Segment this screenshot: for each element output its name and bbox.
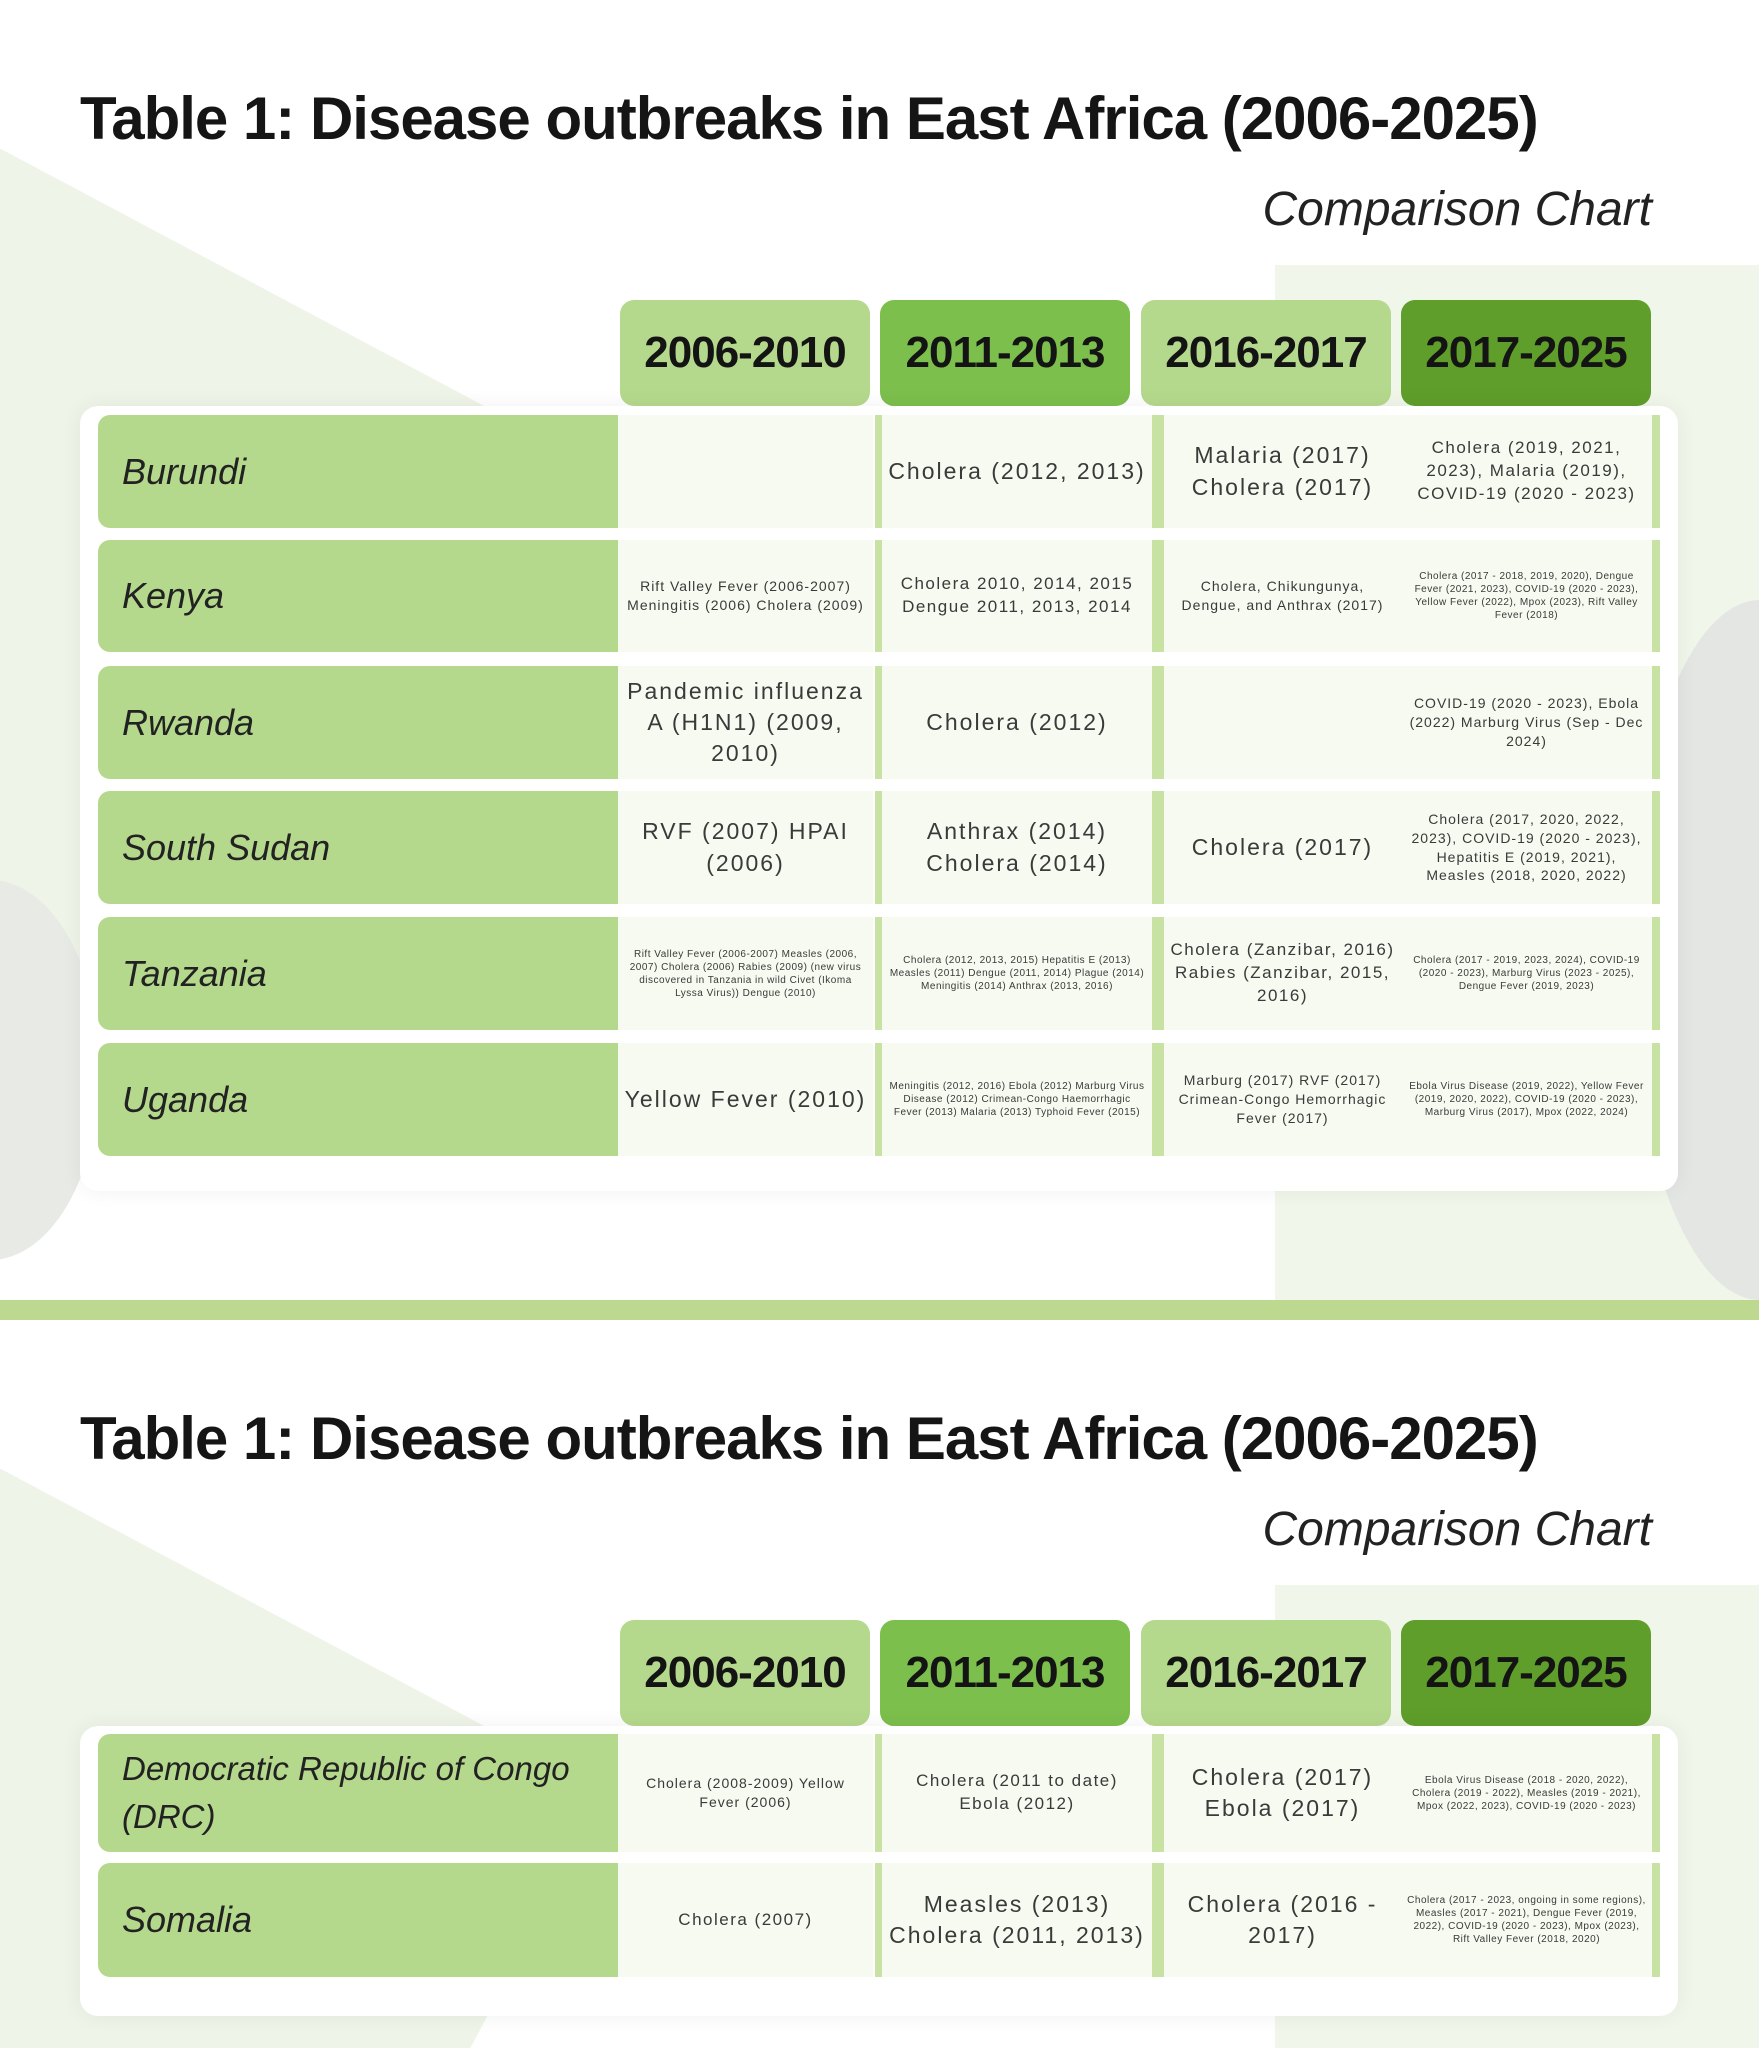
table-row: [98, 791, 1660, 904]
table-cell: Pandemic influenza A (H1N1) (2009, 2010): [618, 666, 873, 779]
table-cell: Anthrax (2014) Cholera (2014): [875, 791, 1152, 904]
table-cell: Malaria (2017) Cholera (2017): [1152, 415, 1401, 528]
table-cell: Cholera (2016 - 2017): [1152, 1863, 1401, 1977]
table-body: [80, 406, 1678, 1191]
column-header: 2006-2010: [620, 1620, 870, 1726]
table-cell: Cholera (2017 - 2023, ongoing in some regions), Measles (2017 - 2021), Dengue Fever (2019, 2022), COVID-19 (2020 - 2023), Mpox (2023), Rift Valley Fever (2018, 2020): [1401, 1863, 1660, 1977]
table-cell: Cholera (2008-2009) Yellow Fever (2006): [618, 1734, 873, 1852]
table-cell: Cholera (2017 - 2019, 2023, 2024), COVID-19 (2020 - 2023), Marburg Virus (2023 - 2025), Dengue Fever (2019, 2023): [1401, 917, 1660, 1030]
country-label: Kenya: [98, 540, 618, 652]
table-cell: Cholera (2017) Ebola (2017): [1152, 1734, 1401, 1852]
table-cell: Cholera (2011 to date) Ebola (2012): [875, 1734, 1152, 1852]
country-label: Democratic Republic of Congo (DRC): [98, 1734, 618, 1852]
column-header: 2011-2013: [880, 1620, 1130, 1726]
column-header: 2016-2017: [1141, 1620, 1391, 1726]
table-row: [98, 415, 1660, 528]
table-row: [98, 666, 1660, 779]
table-cell: RVF (2007) HPAI (2006): [618, 791, 873, 904]
table-cell: Rift Valley Fever (2006-2007) Meningitis (2006) Cholera (2009): [618, 540, 873, 652]
table-title: Table 1: Disease outbreaks in East Africa (2006-2025): [80, 85, 1538, 152]
table-subtitle: Comparison Chart: [1262, 183, 1652, 236]
table-row: [98, 1734, 1660, 1852]
country-label: Rwanda: [98, 666, 618, 779]
table-cell: COVID-19 (2020 - 2023), Ebola (2022) Marburg Virus (Sep - Dec 2024): [1401, 666, 1660, 779]
table-cell: Ebola Virus Disease (2019, 2022), Yellow Fever (2019, 2020, 2022), COVID-19 (2020 - 2023), Marburg Virus (2017), Mpox (2022, 2024): [1401, 1043, 1660, 1156]
table-cell: Rift Valley Fever (2006-2007) Measles (2006, 2007) Cholera (2006) Rabies (2009) (new virus discovered in Tanzania in wild Civet (Ikoma Lyssa Virus)) Dengue (2010): [618, 917, 873, 1030]
table-subtitle: Comparison Chart: [1262, 1503, 1652, 1556]
table-cell: Measles (2013) Cholera (2011, 2013): [875, 1863, 1152, 1977]
country-label: South Sudan: [98, 791, 618, 904]
column-header: 2017-2025: [1401, 300, 1651, 406]
table-cell: Cholera (2012): [875, 666, 1152, 779]
table-title: Table 1: Disease outbreaks in East Africa (2006-2025): [80, 1405, 1538, 1472]
table-cell: Marburg (2017) RVF (2017) Crimean-Congo Hemorrhagic Fever (2017): [1152, 1043, 1401, 1156]
table-row: [98, 917, 1660, 1030]
column-header: 2011-2013: [880, 300, 1130, 406]
table-cell: Cholera (2012, 2013): [875, 415, 1152, 528]
country-label: Tanzania: [98, 917, 618, 1030]
table-cell: Cholera (2012, 2013, 2015) Hepatitis E (2013) Measles (2011) Dengue (2011, 2014) Plague (2014) Meningitis (2014) Anthrax (2013, 2016): [875, 917, 1152, 1030]
table-cell: Yellow Fever (2010): [618, 1043, 873, 1156]
table-cell: Cholera (2019, 2021, 2023), Malaria (2019), COVID-19 (2020 - 2023): [1401, 415, 1660, 528]
table-row: [98, 540, 1660, 652]
table-cell: [1152, 666, 1401, 779]
section-divider: [0, 1300, 1759, 1320]
table-cell: Cholera (2007): [618, 1863, 873, 1977]
table-cell: Cholera 2010, 2014, 2015 Dengue 2011, 2013, 2014: [875, 540, 1152, 652]
country-label: Somalia: [98, 1863, 618, 1977]
table-row: [98, 1863, 1660, 1977]
column-header: 2006-2010: [620, 300, 870, 406]
country-label: Uganda: [98, 1043, 618, 1156]
table-cell: Cholera (2017 - 2018, 2019, 2020), Dengue Fever (2021, 2023), COVID-19 (2020 - 2023), Yellow Fever (2022), Mpox (2023), Rift Valley Fever (2018): [1401, 540, 1660, 652]
table-cell: Ebola Virus Disease (2018 - 2020, 2022), Cholera (2019 - 2022), Measles (2019 - 2021), Mpox (2022, 2023), COVID-19 (2020 - 2023): [1401, 1734, 1660, 1852]
table-body: [80, 1726, 1678, 2016]
table-cell: [618, 415, 873, 528]
table-row: [98, 1043, 1660, 1156]
column-header: 2016-2017: [1141, 300, 1391, 406]
table-cell: Meningitis (2012, 2016) Ebola (2012) Marburg Virus Disease (2012) Crimean-Congo Haemorrhagic Fever (2013) Malaria (2013) Typhoid Fever (2015): [875, 1043, 1152, 1156]
table-panel-2: [0, 1320, 1759, 2048]
country-label: Burundi: [98, 415, 618, 528]
table-cell: Cholera (2017, 2020, 2022, 2023), COVID-19 (2020 - 2023), Hepatitis E (2019, 2021), Measles (2018, 2020, 2022): [1401, 791, 1660, 904]
column-header: 2017-2025: [1401, 1620, 1651, 1726]
table-cell: Cholera (Zanzibar, 2016) Rabies (Zanzibar, 2015, 2016): [1152, 917, 1401, 1030]
table-cell: Cholera, Chikungunya, Dengue, and Anthrax (2017): [1152, 540, 1401, 652]
table-cell: Cholera (2017): [1152, 791, 1401, 904]
